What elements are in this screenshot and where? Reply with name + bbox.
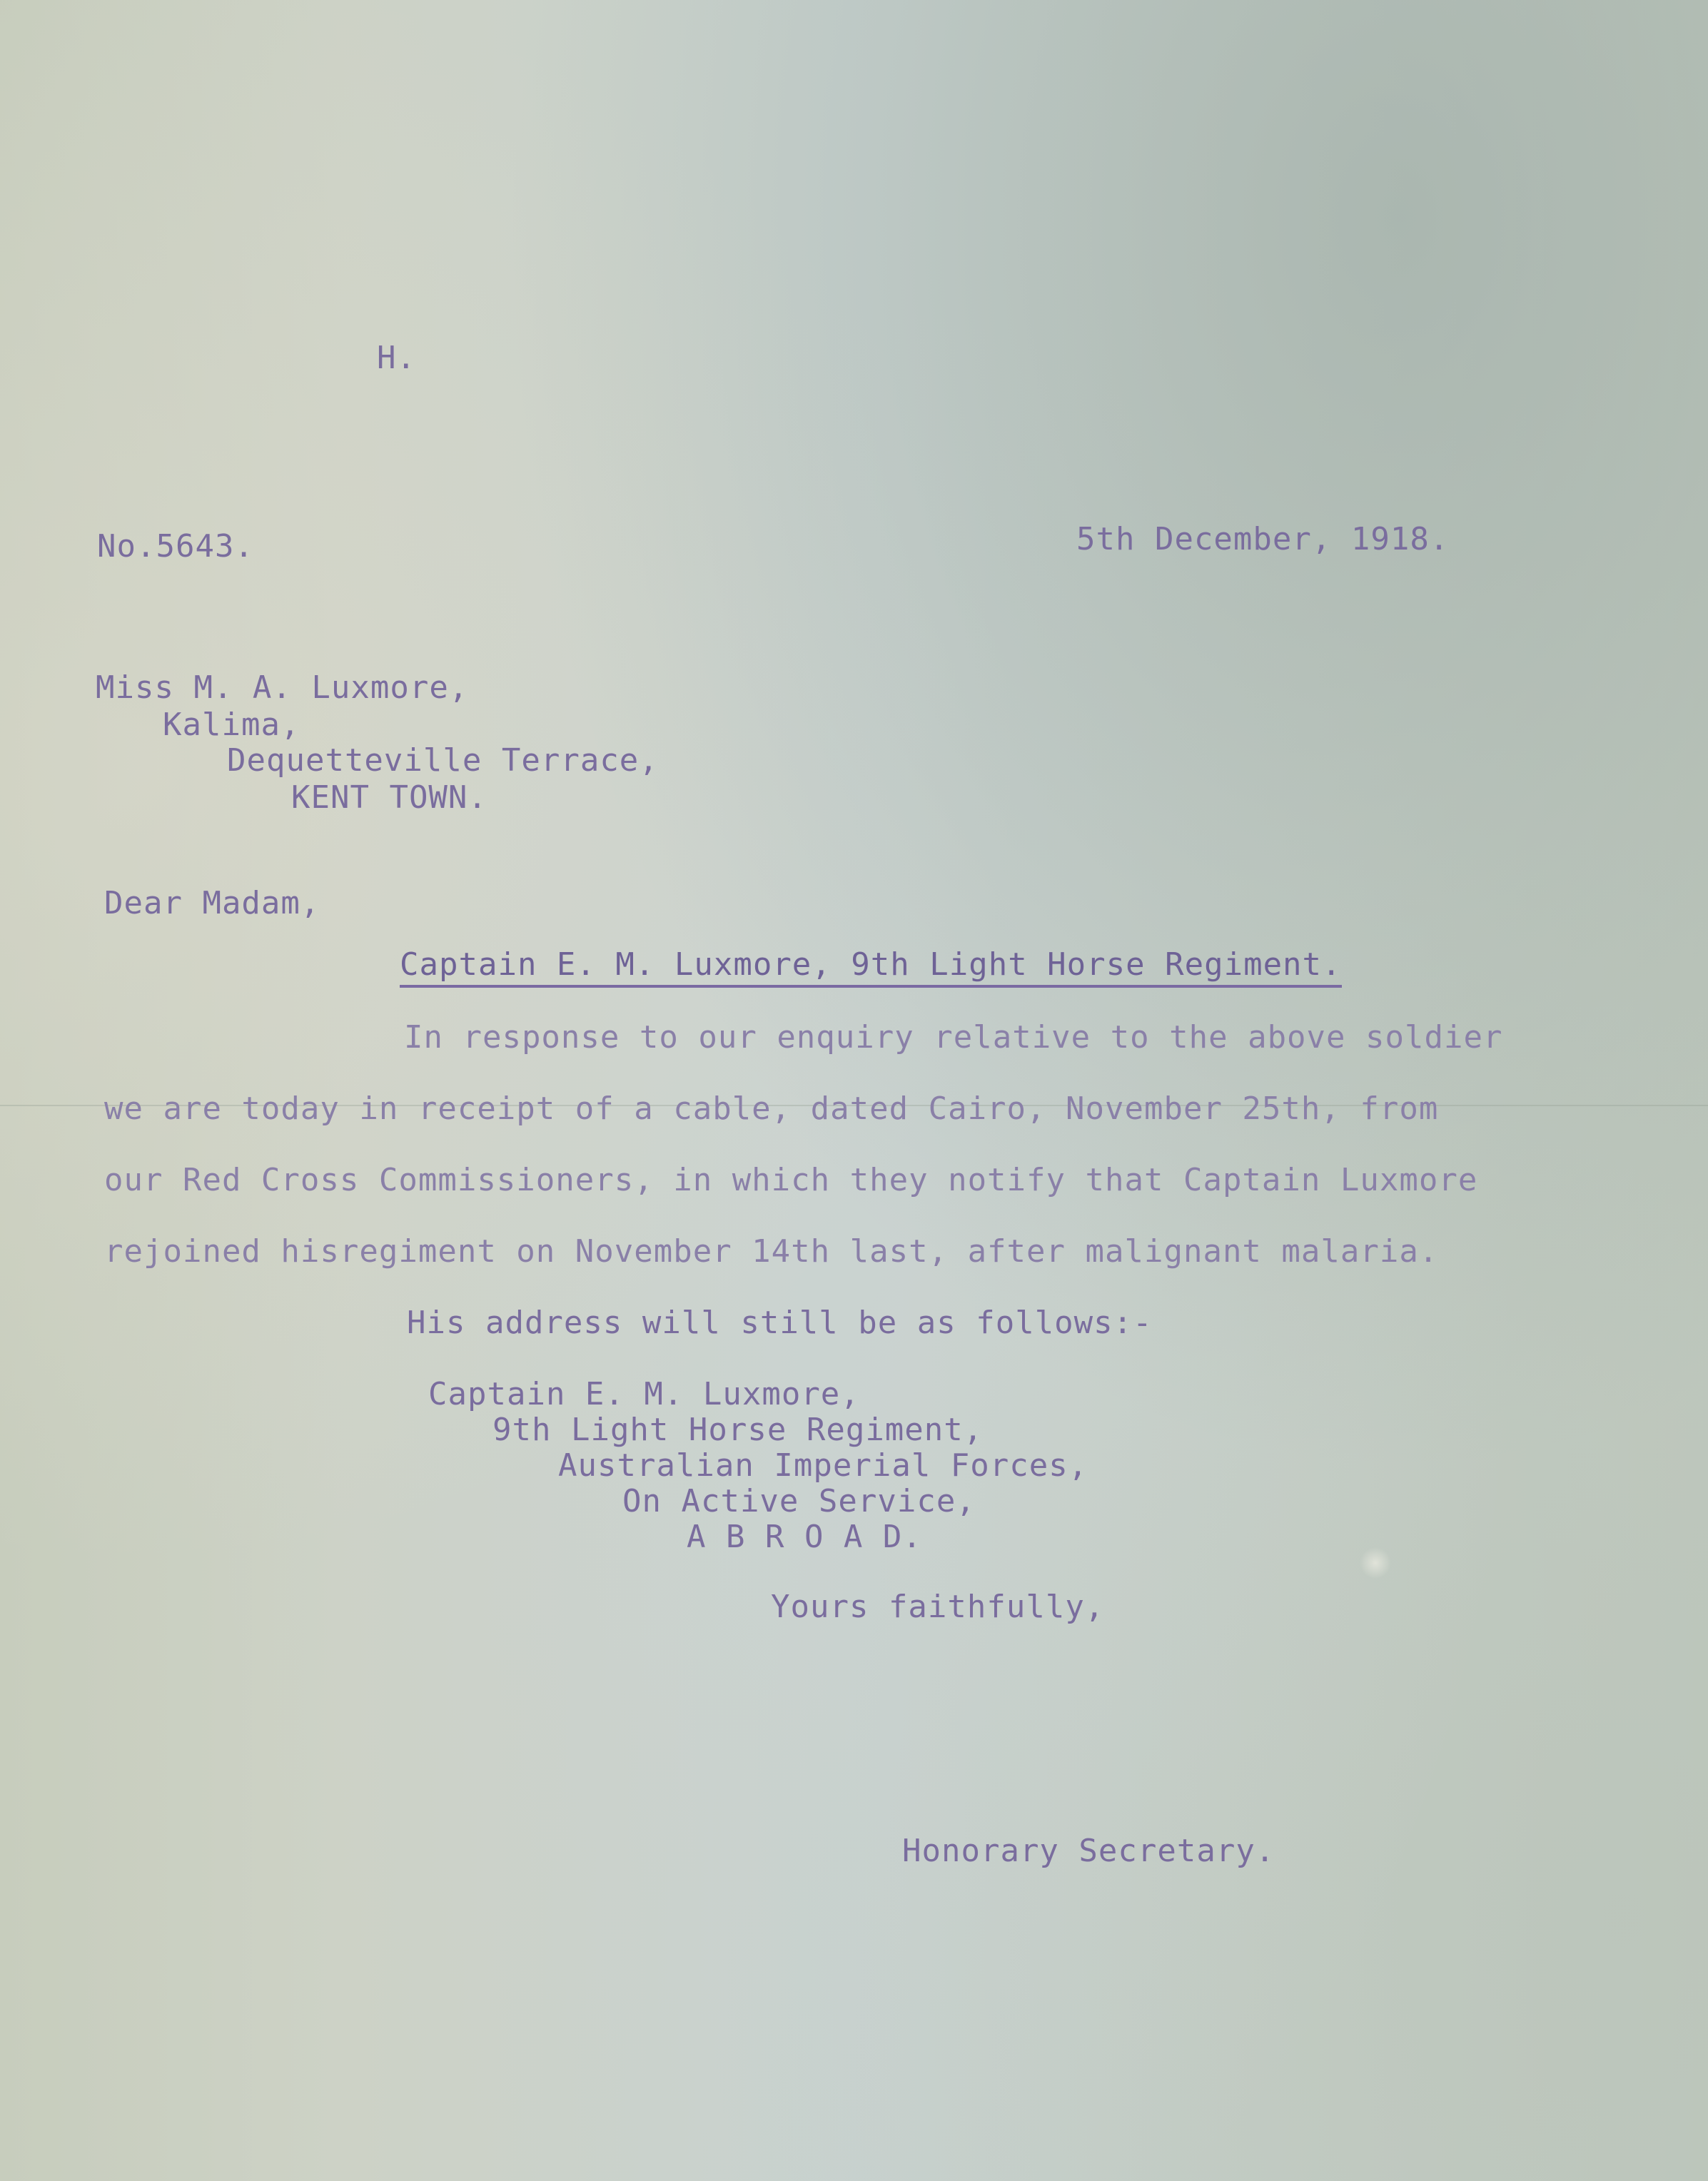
header-mark: H. (377, 340, 416, 376)
soldier-address-line1: Captain E. M. Luxmore, (428, 1376, 860, 1412)
address-intro: His address will still be as follows:- (407, 1305, 1153, 1341)
soldier-address-line3: Australian Imperial Forces, (558, 1447, 1088, 1484)
recipient-address-line3: KENT TOWN. (291, 779, 487, 816)
body-line-1: In response to our enquiry relative to the above soldier (404, 1019, 1503, 1056)
recipient-name: Miss M. A. Luxmore, (96, 669, 469, 706)
soldier-address-line4: On Active Service, (622, 1483, 976, 1519)
closing: Yours faithfully, (771, 1589, 1105, 1625)
salutation: Dear Madam, (104, 885, 320, 921)
signatory-title: Honorary Secretary. (902, 1833, 1275, 1869)
letter-date: 5th December, 1918. (1076, 521, 1450, 557)
body-line-2: we are today in receipt of a cable, dated Cairo, November 25th, from (104, 1090, 1439, 1127)
paper-stain (1360, 1547, 1391, 1579)
recipient-address-line2: Dequetteville Terrace, (227, 742, 659, 779)
recipient-address-line1: Kalima, (163, 707, 300, 743)
subject-line: Captain E. M. Luxmore, 9th Light Horse Regiment. (400, 946, 1342, 988)
body-line-4: rejoined hisregiment on November 14th last, after malignant malaria. (104, 1233, 1439, 1270)
reference-number: No.5643. (97, 528, 254, 565)
soldier-address-line5: A B R O A D. (687, 1519, 922, 1555)
body-line-3: our Red Cross Commissioners, in which they notify that Captain Luxmore (104, 1162, 1478, 1198)
soldier-address-line2: 9th Light Horse Regiment, (492, 1412, 984, 1448)
